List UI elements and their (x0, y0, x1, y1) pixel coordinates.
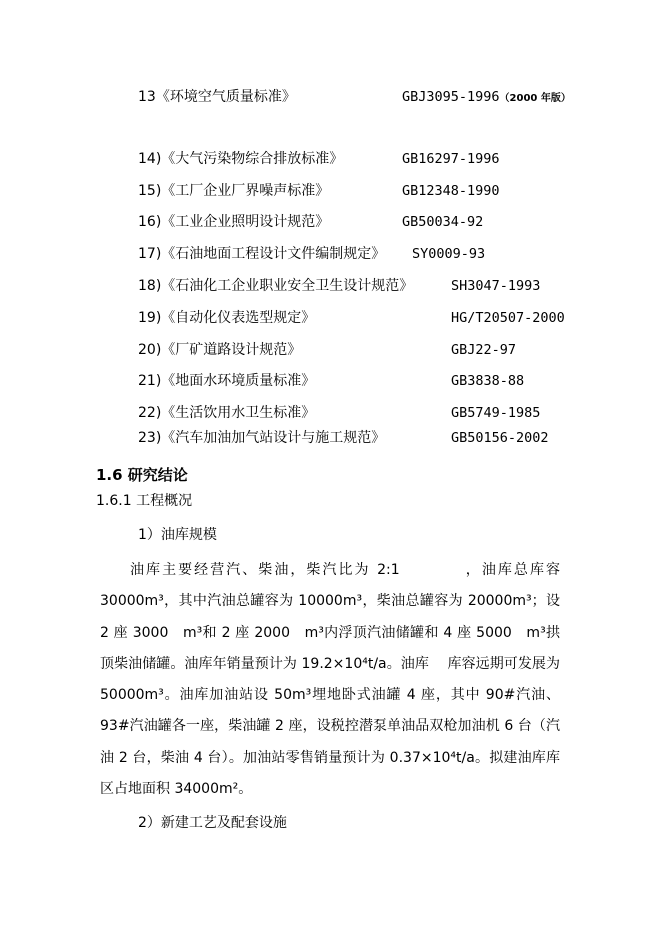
standard-code: GB50034-92 (402, 214, 484, 230)
standard-name: 17)《石油地面工程设计文件编制规定》 (138, 246, 386, 262)
standard-row (0, 211, 662, 233)
standard-row (0, 148, 662, 170)
standard-name: 23)《汽车加油加气站设计与施工规范》 (138, 430, 386, 446)
standard-code: GB12348-1990 (402, 183, 500, 199)
standard-row (0, 86, 662, 108)
standard-row (0, 370, 662, 392)
standard-code: GB16297-1996 (402, 151, 500, 167)
standard-name: 13《环境空气质量标准》 (138, 89, 296, 105)
standard-code: GB3838-88 (451, 373, 525, 389)
standard-name: 19)《自动化仪表选型规定》 (138, 310, 316, 326)
standard-name: 20)《厂矿道路设计规范》 (138, 342, 302, 358)
standard-code (402, 86, 571, 110)
standard-code: SH3047-1993 (451, 278, 541, 294)
subsection-heading: 1.6.1 工程概况 (96, 493, 193, 509)
standard-row (0, 243, 662, 265)
standard-row (0, 180, 662, 202)
standard-name: 16)《工业企业照明设计规范》 (138, 214, 330, 230)
overview-paragraph: 油库主要经营汽、柴油，柴汽比为 2:1 ，油库总库容30000m³，其中汽油总罐容为 10000m³，柴油总罐容为 20000m³；设 2 座 3000 m³和 2 座 2000 m³内浮顶汽油储罐和 4 座 5000 m³拱顶柴油储罐。油库年销量预计为 19.2×10⁴t/a。油库 库容远期可发展为50000m³。油库加油站设 50m³埋地卧式油罐 4 座，其中 90#汽油、93#汽油罐各一座，柴油罐 2 座，设税控潜泵单油品双枪加油机 6 台（汽油 2 台，柴油 4 台）。加油站零售销量预计为 0.37×10⁴t/a。拟建油库库区占地面积 34000m²。 (100, 562, 560, 798)
section-heading: 1.6 研究结论 (96, 466, 188, 484)
standard-row (0, 402, 662, 424)
standard-code: SY0009-93 (412, 246, 486, 262)
standard-name: 22)《生活饮用水卫生标准》 (138, 405, 316, 421)
standard-name: 18)《石油化工企业职业安全卫生设计规范》 (138, 278, 414, 294)
standard-code-note: （2000 年版） (499, 93, 571, 104)
standard-row (0, 339, 662, 361)
standard-code: GB5749-1985 (451, 405, 541, 421)
standard-row (0, 427, 662, 449)
standard-name: 15)《工厂企业厂界噪声标准》 (138, 183, 330, 199)
standard-code: HG/T20507-2000 (451, 310, 565, 326)
standard-name: 14)《大气污染物综合排放标准》 (138, 151, 344, 167)
item-title-oil-depot-scale: 1）油库规模 (138, 527, 217, 543)
standard-name: 21)《地面水环境质量标准》 (138, 373, 316, 389)
standard-code: GB50156-2002 (451, 430, 549, 446)
standard-code-text: GBJ3095-1996 (402, 89, 500, 105)
standard-row (0, 307, 662, 329)
standard-code: GBJ22-97 (451, 342, 517, 358)
standard-row (0, 275, 662, 297)
item-title-new-facilities: 2）新建工艺及配套设施 (138, 815, 287, 831)
